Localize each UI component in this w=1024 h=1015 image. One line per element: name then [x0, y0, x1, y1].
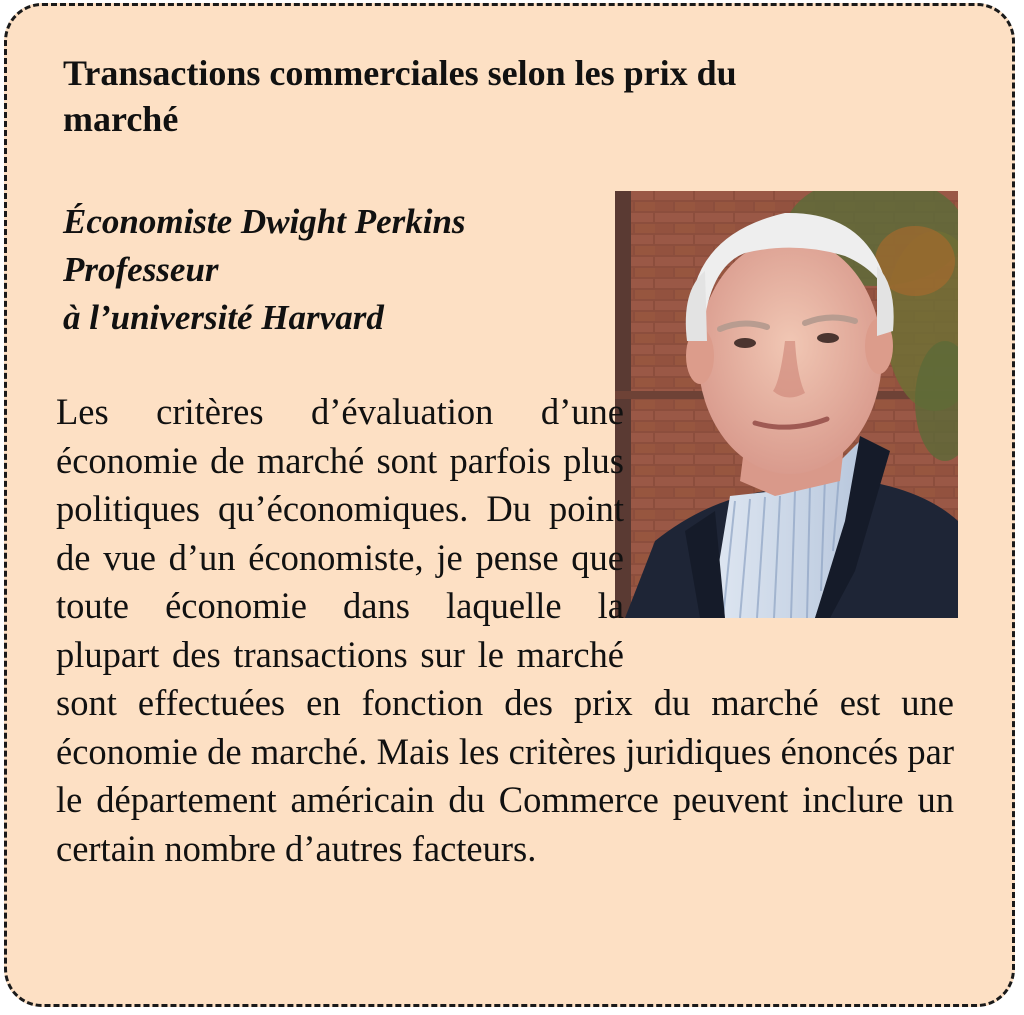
- author-block: [63, 198, 603, 342]
- card-title: Transactions commerciales selon les prix du marché: [63, 53, 737, 139]
- quote-body-text: Les critères d’évaluation d’une économie de marché sont parfois plus politiques qu’économiques. Du point de vue d’un économiste, je pense que toute économie dans laquelle la plupart des transactions sur le marché sont effectuées en fonction des prix du marché est une économie de marché. Mais les critères juridiques énoncés par le département américain du Commerce peuvent inclure un certain nombre d’autres facteurs.: [56, 391, 954, 869]
- author-name: Économiste Dwight Perkins: [63, 202, 466, 241]
- author-role: Professeur: [63, 250, 219, 289]
- author-affiliation: à l’université Harvard: [63, 298, 384, 337]
- quote-body: [56, 388, 954, 873]
